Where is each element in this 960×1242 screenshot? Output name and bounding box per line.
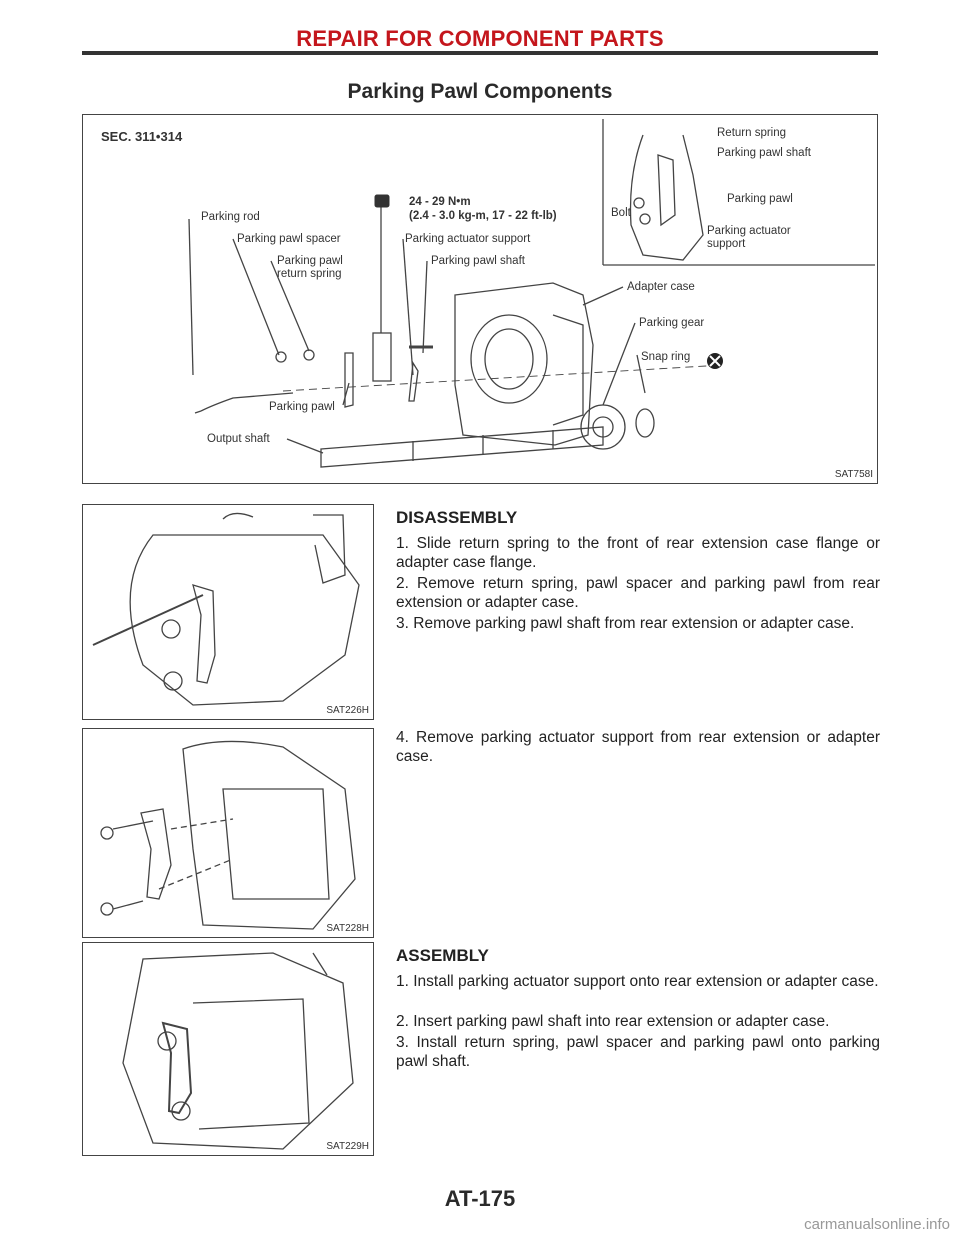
disassembly-step-4: 4. Remove parking actuator support from rear extension or adapter case.: [396, 729, 880, 765]
label-parking-gear: Parking gear: [639, 317, 705, 329]
figure-code: SAT226H: [326, 705, 369, 716]
header-rule: [82, 51, 878, 55]
components-diagram: [82, 114, 878, 484]
assembly-heading: ASSEMBLY: [396, 946, 489, 965]
page-title: Parking Pawl Components: [347, 80, 613, 103]
figure-code: SAT228H: [326, 923, 369, 934]
label-parking-pawl: Parking pawl: [269, 401, 335, 413]
assembly-step-3: 3. Install return spring, pawl spacer and parking pawl onto parking pawl shaft.: [396, 1034, 880, 1070]
section-header-title: REPAIR FOR COMPONENT PARTS: [296, 26, 664, 51]
figure-code: SAT229H: [326, 1141, 369, 1152]
figure-disassembly-spring: [82, 504, 374, 720]
torque-spec: 24 - 29 N•m (2.4 - 3.0 kg-m, 17 - 22 ft-lb): [409, 196, 557, 222]
assembly-step-2: 2. Insert parking pawl shaft into rear extension or adapter case.: [396, 1013, 830, 1030]
figure-1-drawing: [83, 505, 375, 721]
inset-label-bolt: Bolt: [611, 207, 631, 219]
page-number: AT-175: [444, 1186, 516, 1211]
label-snap-ring: Snap ring: [641, 351, 691, 363]
components-drawing: [83, 115, 879, 485]
disassembly-step-2: 2. Remove return spring, pawl spacer and parking pawl from rear extension or adapter case.: [396, 575, 881, 611]
disassembly-step-1: 1. Slide return spring to the front of rear extension case flange or adapter case flange.: [396, 535, 880, 571]
section-number: SEC. 311•314: [101, 129, 183, 144]
label-parking-rod: Parking rod: [201, 211, 260, 223]
disassembly-heading: DISASSEMBLY: [396, 508, 518, 527]
watermark[interactable]: carmanualsonline.info: [804, 1216, 950, 1233]
figure-3-drawing: [83, 943, 375, 1157]
inset-label-parking-actuator-support: Parking actuator support: [707, 225, 791, 250]
label-parking-pawl-return-spring: Parking pawl return spring: [277, 255, 343, 280]
label-output-shaft: Output shaft: [207, 433, 270, 445]
torque-wrench-icon: [375, 195, 389, 207]
label-parking-pawl-spacer: Parking pawl spacer: [237, 233, 341, 245]
disassembly-step-3: 3. Remove parking pawl shaft from rear extension or adapter case.: [396, 615, 855, 632]
assembly-step-1: 1. Install parking actuator support onto rear extension or adapter case.: [396, 973, 879, 990]
figure-actuator-support-removal: [82, 728, 374, 938]
figure-code: SAT758I: [834, 469, 873, 480]
inset-label-return-spring: Return spring: [717, 127, 787, 139]
label-parking-actuator-support: Parking actuator support: [405, 233, 531, 245]
label-parking-pawl-shaft: Parking pawl shaft: [431, 255, 525, 267]
inset-label-parking-pawl: Parking pawl: [727, 193, 793, 205]
figure-2-drawing: [83, 729, 375, 939]
figure-assembly: [82, 942, 374, 1156]
replace-part-icon: [707, 353, 723, 369]
label-adapter-case: Adapter case: [627, 281, 695, 293]
inset-label-parking-pawl-shaft: Parking pawl shaft: [717, 147, 811, 159]
